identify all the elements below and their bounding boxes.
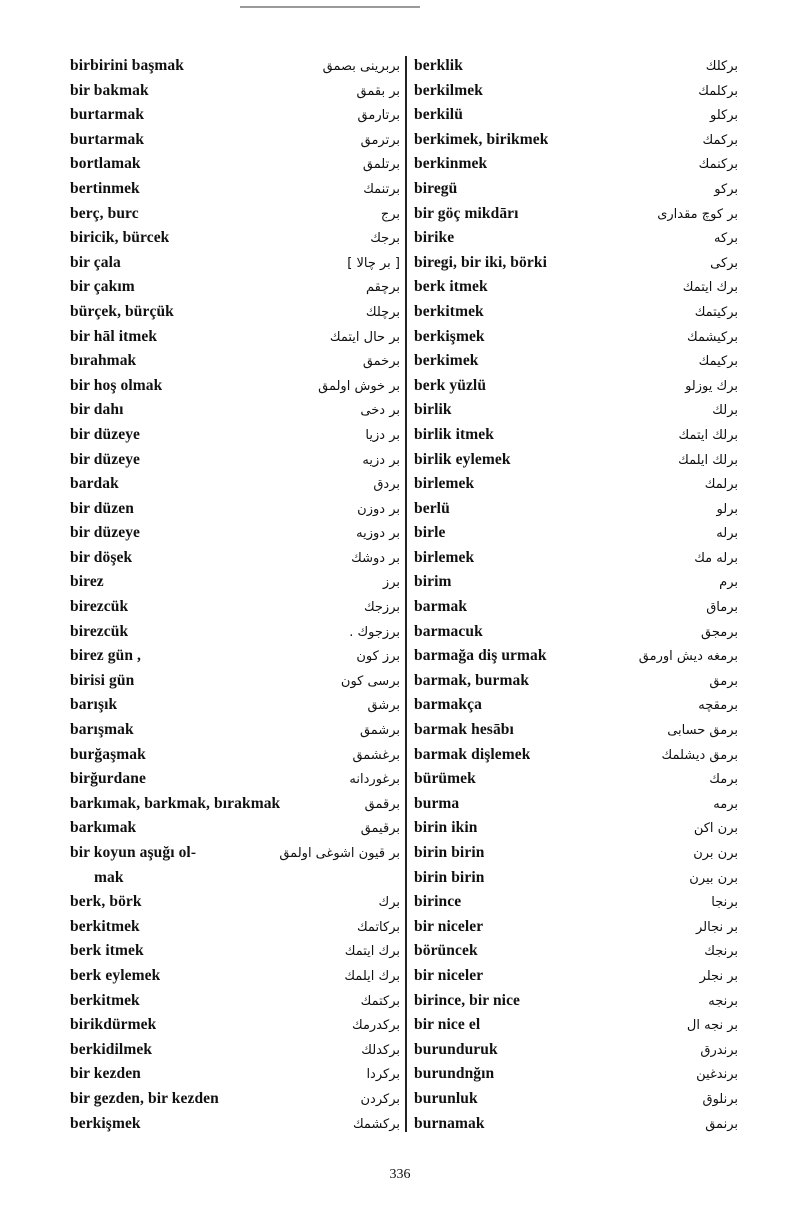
entry-ottoman-script: بركو (714, 181, 738, 197)
entry-ottoman-script: برك ایتمك (682, 280, 738, 296)
entry-transliteration: berkilü (414, 106, 463, 124)
dictionary-entry (414, 939, 744, 964)
dictionary-entry (414, 989, 744, 1014)
entry-ottoman-script: بر نجلر (699, 968, 738, 984)
dictionary-entry (70, 1038, 406, 1063)
entry-ottoman-script: برلمك (704, 477, 738, 493)
entry-ottoman-script: برقیمق (360, 821, 400, 837)
entry-ottoman-script: برجك (370, 231, 400, 247)
entry-transliteration: barmakça (414, 696, 482, 714)
entry-ottoman-script: بركلمك (698, 83, 738, 99)
dictionary-entry (70, 718, 406, 743)
dictionary-entry (414, 693, 744, 718)
entry-ottoman-script: بر دزیه (362, 452, 400, 468)
entry-ottoman-script: بر دوشك (351, 550, 400, 566)
entry-transliteration: berkimek, birikmek (414, 130, 549, 148)
entry-transliteration: berkişmek (70, 1114, 141, 1132)
dictionary-entry (70, 570, 406, 595)
entry-ottoman-script: بركه (714, 231, 738, 247)
dictionary-entry (414, 300, 744, 325)
entry-ottoman-script: بر دخی (360, 403, 400, 419)
entry-ottoman-script: برمجق (701, 624, 738, 640)
dictionary-entry (414, 890, 744, 915)
entry-transliteration: biricik, bürcek (70, 229, 170, 247)
entry-transliteration: bir niceler (414, 966, 484, 984)
dictionary-entry (70, 816, 406, 841)
entry-transliteration: barkımak (70, 819, 137, 837)
entry-ottoman-script: بركاتمك (356, 919, 400, 935)
entry-ottoman-script: بر نجه ال (686, 1018, 738, 1034)
entry-transliteration: berk itmek (414, 278, 488, 296)
dictionary-entry (414, 644, 744, 669)
entry-transliteration: berkitmek (70, 917, 140, 935)
entry-transliteration: birin ikin (414, 819, 478, 837)
entry-ottoman-script: برغشمق (352, 747, 400, 763)
dictionary-entry (414, 349, 744, 374)
dictionary-entry (414, 521, 744, 546)
entry-transliteration: birim (414, 573, 452, 591)
dictionary-entry (70, 989, 406, 1014)
dictionary-entry (70, 423, 406, 448)
dictionary-entry (414, 743, 744, 768)
dictionary-entry (414, 1038, 744, 1063)
dictionary-entry (414, 54, 744, 79)
entry-transliteration: birince (414, 893, 462, 911)
dictionary-entry (414, 595, 744, 620)
entry-transliteration: bir dahı (70, 401, 124, 419)
entry-ottoman-script: برچقم (365, 280, 400, 296)
dictionary-entry (70, 275, 406, 300)
entry-ottoman-script: برمقچه (698, 698, 738, 714)
entry-transliteration: bir düzeye (70, 425, 141, 443)
entry-transliteration: berkilmek (414, 81, 483, 99)
dictionary-entry (70, 620, 406, 645)
dictionary-entry (70, 669, 406, 694)
dictionary-entry (414, 1013, 744, 1038)
entry-transliteration: berlü (414, 499, 450, 517)
entry-ottoman-script: برلك ایتمك (678, 427, 738, 443)
entry-ottoman-script: بر نجالر (695, 919, 738, 935)
entry-ottoman-script: بربرینی بصمق (322, 59, 400, 74)
entry-transliteration: biregü (414, 179, 458, 197)
dictionary-entry (70, 1087, 406, 1112)
entry-ottoman-script: بر كوچ مقداری (657, 206, 738, 222)
dictionary-entry (70, 595, 406, 620)
entry-transliteration: bir düzeye (70, 524, 141, 542)
dictionary-entry (70, 79, 406, 104)
dictionary-entry (70, 841, 406, 866)
dictionary-entry (414, 964, 744, 989)
entry-transliteration: bertinmek (70, 179, 140, 197)
dictionary-entry (414, 152, 744, 177)
entry-ottoman-script: برشمق (359, 723, 400, 739)
entry-transliteration: barışık (70, 696, 118, 714)
entry-transliteration: burunluk (414, 1089, 478, 1107)
entry-transliteration: bir hāl itmek (70, 327, 158, 345)
entry-transliteration: birisi gün (70, 671, 135, 689)
entry-ottoman-script: برتلمق (362, 157, 400, 173)
dictionary-entry (414, 718, 744, 743)
entry-ottoman-script: برك یوزلو (685, 378, 738, 394)
dictionary-entry (70, 1013, 406, 1038)
entry-ottoman-script: برلك (712, 403, 738, 419)
entry-transliteration: berkitmek (414, 302, 484, 320)
dictionary-entry (414, 497, 744, 522)
entry-transliteration: birince, bir nice (414, 991, 521, 1009)
entry-transliteration: birezcük (70, 622, 129, 640)
entry-ottoman-script: بر دوزن (357, 501, 400, 517)
entry-transliteration: bir çakım (70, 278, 135, 296)
dictionary-entry (70, 300, 406, 325)
dictionary-entry (414, 226, 744, 251)
entry-ottoman-script: برك ایتمك (344, 944, 400, 960)
entry-transliteration: bürçek, bürçük (70, 302, 174, 320)
entry-ottoman-script: بركلك (705, 59, 738, 74)
dictionary-entry (70, 202, 406, 227)
entry-transliteration: bortlamak (70, 155, 141, 173)
entry-transliteration: berkidilmek (70, 1040, 153, 1058)
entry-ottoman-script: بر حال ایتمك (329, 329, 400, 345)
dictionary-entry (70, 1062, 406, 1087)
entry-ottoman-script: برنجك (704, 944, 738, 960)
dictionary-entry (70, 939, 406, 964)
entry-transliteration: bir nice el (414, 1016, 481, 1034)
entry-ottoman-script: برشق (367, 698, 400, 714)
entry-ottoman-script: برخمق (362, 354, 400, 370)
entry-transliteration: bürümek (414, 770, 476, 788)
dictionary-entry (414, 275, 744, 300)
entry-ottoman-script: برزجك (363, 600, 400, 616)
entry-transliteration: berk yüzlü (414, 376, 487, 394)
dictionary-entry (70, 1112, 406, 1137)
dictionary-entry (70, 521, 406, 546)
entry-ottoman-script: بر دزیا (365, 427, 400, 443)
entry-ottoman-script: برمق دیشلمك (661, 747, 738, 763)
entry-transliteration: birlik eylemek (414, 450, 511, 468)
entry-transliteration: barkımak, barkmak, bırakmak (70, 794, 281, 812)
entry-transliteration: barmak dişlemek (414, 745, 531, 763)
entry-transliteration: burtarmak (70, 130, 145, 148)
entry-ottoman-script: برنجه (708, 993, 738, 1009)
dictionary-entry (70, 472, 406, 497)
entry-transliteration: berk, börk (70, 893, 142, 911)
entry-ottoman-script: برندغین (696, 1067, 738, 1083)
page-number: 336 (389, 1167, 411, 1182)
entry-transliteration: birlik itmek (414, 425, 494, 443)
entry-ottoman-script: برنلوق (702, 1091, 738, 1107)
top-rule (240, 6, 420, 8)
entry-ottoman-script: بر بقمق (356, 83, 400, 99)
dictionary-entry (70, 398, 406, 423)
entry-transliteration: burma (414, 794, 460, 812)
entry-ottoman-script: بر دوزیه (356, 526, 400, 542)
entry-ottoman-script: [ بر چالا ] (347, 255, 400, 271)
entry-transliteration: barmacuk (414, 622, 483, 640)
dictionary-entry (414, 79, 744, 104)
dictionary-entry (70, 54, 406, 79)
dictionary-entry (70, 349, 406, 374)
entry-ottoman-script: برتارمق (357, 108, 400, 124)
entry-transliteration: burnamak (414, 1114, 485, 1132)
dictionary-entry (70, 546, 406, 571)
entry-ottoman-script: بركتمك (360, 993, 400, 1009)
entry-ottoman-script: برز (382, 575, 400, 591)
dictionary-entry (414, 398, 744, 423)
entry-transliteration: barmak (414, 598, 468, 616)
entry-ottoman-script: برمق (709, 673, 738, 689)
entry-transliteration: burundnğın (414, 1065, 495, 1083)
dictionary-entry (70, 693, 406, 718)
entry-transliteration: bir koyun aşuğı ol- (70, 844, 197, 861)
dictionary-entry (70, 890, 406, 915)
column-divider (405, 56, 407, 1132)
dictionary-entry (414, 620, 744, 645)
entry-ottoman-script: بركدرمك (351, 1018, 400, 1034)
entry-ottoman-script: برنمق (705, 1116, 738, 1132)
entry-transliteration: birbirini başmak (70, 57, 185, 74)
dictionary-entry (70, 964, 406, 989)
dictionary-entry (70, 497, 406, 522)
dictionary-entry (414, 570, 744, 595)
entry-ottoman-script: بر قیون اشوغی اولمق (279, 846, 400, 861)
entry-transliteration: bir döşek (70, 548, 133, 566)
dictionary-entry (414, 1062, 744, 1087)
entry-ottoman-script: برن برن (693, 846, 738, 861)
entry-ottoman-script: برز كون (356, 649, 400, 665)
dictionary-entry (414, 448, 744, 473)
dictionary-entry (414, 915, 744, 940)
entry-transliteration: biregi, bir iki, börki (414, 253, 547, 271)
dictionary-entry (70, 866, 406, 891)
entry-ottoman-script: بركردا (366, 1067, 400, 1083)
entry-transliteration: bir göç mikdārı (414, 204, 519, 222)
entry-transliteration: bir hoş olmak (70, 376, 163, 394)
entry-ottoman-script: برك ایلمك (344, 968, 400, 984)
dictionary-entry (414, 202, 744, 227)
entry-ottoman-script: برمك (709, 772, 738, 788)
entry-ottoman-script: برلو (716, 501, 738, 517)
dictionary-entry (70, 128, 406, 153)
entry-ottoman-script: بركیمك (698, 354, 738, 370)
entry-transliteration: birikdürmek (70, 1016, 157, 1034)
entry-ottoman-script: بركمك (702, 132, 738, 148)
entry-transliteration: berkimek (414, 352, 479, 370)
entry-ottoman-script: بركردن (360, 1091, 400, 1107)
entry-transliteration: bir kezden (70, 1065, 141, 1083)
entry-transliteration: birike (414, 229, 455, 247)
dictionary-entry (414, 128, 744, 153)
entry-ottoman-script: برك (378, 895, 400, 911)
dictionary-entry (414, 177, 744, 202)
entry-ottoman-script: برله مك (694, 550, 738, 566)
entry-transliteration: berkinmek (414, 155, 488, 173)
dictionary-entry (414, 1112, 744, 1137)
entry-transliteration: bir düzeye (70, 450, 141, 468)
entry-transliteration: birez gün , (70, 647, 142, 665)
dictionary-entry (70, 374, 406, 399)
entry-transliteration: birle (414, 524, 446, 542)
entry-ottoman-script: برسی كون (340, 673, 400, 689)
dictionary-entry (414, 816, 744, 841)
dictionary-entry (70, 152, 406, 177)
dictionary-entry (70, 177, 406, 202)
entry-ottoman-script: برزجوك . (349, 624, 400, 640)
entry-transliteration: mak (94, 868, 124, 886)
dictionary-entry (70, 792, 406, 817)
entry-transliteration: bardak (70, 475, 119, 493)
entry-ottoman-script: برغوردانه (349, 772, 400, 788)
entry-ottoman-script: برماق (706, 600, 738, 616)
dictionary-entry (414, 546, 744, 571)
entry-ottoman-script: برم (719, 575, 738, 591)
entry-ottoman-script: برندرق (700, 1042, 738, 1058)
entry-transliteration: börüncek (414, 942, 478, 960)
entry-transliteration: bir niceler (414, 917, 484, 935)
dictionary-entry (414, 792, 744, 817)
dictionary-entry (70, 743, 406, 768)
entry-transliteration: burtarmak (70, 106, 145, 124)
dictionary-entry (70, 325, 406, 350)
entry-ottoman-script: برمه (713, 796, 738, 812)
entry-ottoman-script: برن اكن (693, 821, 738, 837)
entry-transliteration: birezcük (70, 598, 129, 616)
entry-ottoman-script: برنجا (711, 895, 738, 911)
right-column (414, 54, 744, 1136)
entry-transliteration: burğaşmak (70, 745, 146, 763)
entry-ottoman-script: بركدلك (361, 1042, 400, 1058)
dictionary-entry (414, 103, 744, 128)
dictionary-entry (414, 251, 744, 276)
entry-ottoman-script: برترمق (360, 132, 400, 148)
entry-ottoman-script: برلك ایلمك (678, 452, 738, 468)
entry-ottoman-script: برتنمك (363, 181, 400, 197)
entry-ottoman-script: بركلو (710, 108, 738, 124)
entry-transliteration: birlik (414, 401, 452, 419)
entry-ottoman-script: برله (716, 526, 738, 542)
entry-transliteration: bir çala (70, 253, 121, 271)
entry-transliteration: birğurdane (70, 770, 146, 788)
dictionary-entry (70, 644, 406, 669)
entry-transliteration: berk eylemek (70, 966, 161, 984)
dictionary-entry (70, 103, 406, 128)
dictionary-entry (70, 767, 406, 792)
dictionary-entry (414, 374, 744, 399)
dictionary-entry (414, 841, 744, 866)
entry-transliteration: barmak hesābı (414, 721, 514, 739)
entry-ottoman-script: بركی (710, 255, 738, 271)
dictionary-entry (70, 915, 406, 940)
entry-transliteration: bir gezden, bir kezden (70, 1089, 219, 1107)
dictionary-entry (414, 1087, 744, 1112)
entry-transliteration: barmak, burmak (414, 671, 530, 689)
entry-ottoman-script: بركشمك (352, 1116, 400, 1132)
entry-ottoman-script: بر خوش اولمق (318, 378, 400, 394)
dictionary-entry (414, 472, 744, 497)
left-column (70, 54, 406, 1136)
entry-ottoman-script: برقمق (364, 796, 400, 812)
entry-transliteration: bırahmak (70, 352, 137, 370)
entry-transliteration: berkişmek (414, 327, 485, 345)
entry-transliteration: bir bakmak (70, 81, 149, 99)
entry-ottoman-script: برمغه دیش اورمق (638, 649, 738, 665)
dictionary-entry (414, 669, 744, 694)
entry-ottoman-script: برچلك (365, 304, 400, 320)
entry-transliteration: berklik (414, 57, 463, 74)
entry-ottoman-script: بركنمك (698, 157, 738, 173)
entry-transliteration: birez (70, 573, 104, 591)
entry-transliteration: berç, burc (70, 204, 139, 222)
entry-ottoman-script: برج (380, 206, 400, 222)
entry-ottoman-script: بردق (373, 477, 400, 493)
entry-ottoman-script: بركیتمك (694, 304, 738, 320)
entry-transliteration: barmağa diş urmak (414, 647, 547, 665)
dictionary-entry (70, 448, 406, 473)
dictionary-entry (414, 866, 744, 891)
entry-transliteration: birlemek (414, 475, 475, 493)
entry-transliteration: birin birin (414, 868, 485, 886)
entry-transliteration: bir düzen (70, 499, 134, 517)
dictionary-entry (414, 767, 744, 792)
dictionary-entry (414, 325, 744, 350)
dictionary-entry (70, 226, 406, 251)
entry-transliteration: berk itmek (70, 942, 144, 960)
entry-transliteration: berkitmek (70, 991, 140, 1009)
entry-transliteration: birin birin (414, 844, 485, 861)
entry-ottoman-script: بركیشمك (687, 329, 738, 345)
entry-transliteration: birlemek (414, 548, 475, 566)
entry-ottoman-script: برمق حسابی (667, 723, 738, 739)
dictionary-entry (414, 423, 744, 448)
entry-transliteration: burunduruk (414, 1040, 498, 1058)
entry-ottoman-script: برن بیرن (689, 870, 738, 886)
dictionary-entry (70, 251, 406, 276)
entry-transliteration: barışmak (70, 721, 134, 739)
